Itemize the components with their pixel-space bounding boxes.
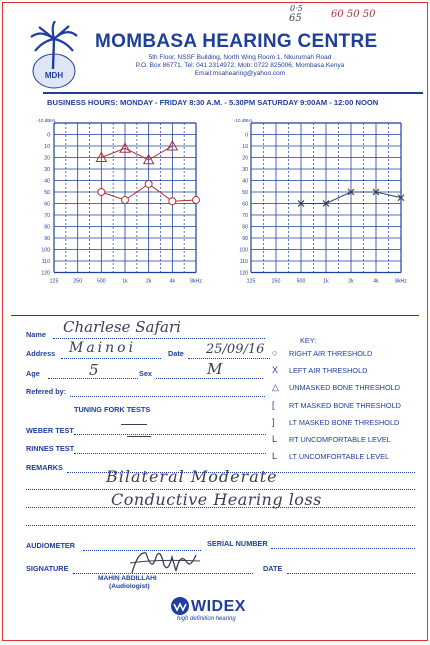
y-tick-label: 40 (44, 178, 50, 185)
y-tick-label: 100 (239, 247, 248, 254)
serial-line (271, 548, 415, 549)
y-tick-label: 70 (242, 213, 248, 219)
date2-line (287, 573, 415, 574)
y-tick-label: 80 (242, 224, 248, 231)
y-tick-label: 10 (44, 144, 50, 150)
serial-label: SERIAL NUMBER (207, 539, 268, 548)
referred-line (70, 396, 265, 397)
right-air-marker (145, 180, 152, 187)
y-tick-label: 20 (242, 155, 248, 162)
age-value: 5 (89, 361, 99, 379)
address-line (61, 358, 161, 359)
address-line-2: P.O. Box 86771, Tel: 041 2314972, Mob: 0722 825006, Mombasa Kenya (135, 62, 345, 69)
date2-label: DATE (263, 564, 283, 573)
clinic-title: MOMBASA HEARING CENTRE (95, 31, 378, 52)
y-tick-label: 120 (41, 270, 50, 277)
email-line: Email:msahearing@yahoo.com (194, 70, 286, 77)
logo-text: MDH (44, 71, 64, 80)
key-symbol-5: L (272, 434, 278, 444)
header-divider (43, 92, 423, 94)
y-tick-label: 80 (44, 224, 50, 231)
brand-name: WIDEX (191, 598, 246, 615)
rinnes-mark (127, 436, 151, 437)
y-tick-label: 30 (242, 167, 248, 173)
x-tick-label: 1k (323, 278, 329, 285)
y-tick-label: 60 (44, 201, 50, 208)
y-tick-label: 20 (44, 155, 50, 162)
sex-value: M (207, 360, 223, 378)
y-tick-label: 100 (41, 247, 50, 254)
x-tick-label: 250 (73, 278, 82, 285)
key-symbol-2: △ (272, 382, 279, 393)
x-tick-label: 125 (49, 278, 59, 285)
y-unit-label: -10 dBHL (37, 118, 57, 123)
key-label-5: RT UNCOMFORTABLE LEVEL (289, 435, 391, 444)
key-symbol-6: L (272, 451, 278, 462)
right-air-marker (98, 189, 105, 196)
age-label: Age (26, 369, 40, 378)
key-label-0: RIGHT AIR THRESHOLD (289, 349, 373, 358)
key-symbol-0: ○ (272, 348, 278, 358)
audiogram-charts (3, 115, 428, 305)
right-air-marker (169, 198, 176, 205)
brand-tagline: high definition hearing (177, 616, 236, 622)
x-tick-label: 8kHz (190, 278, 202, 285)
x-tick-label: 2k (145, 278, 152, 285)
y-tick-label: 110 (239, 259, 248, 265)
corner-note-1: 0·5 (290, 4, 303, 13)
y-tick-label: 120 (239, 270, 248, 277)
date-label: Date (168, 349, 184, 358)
remarks-line-4 (26, 525, 415, 526)
corner-note-2: 65 (289, 13, 302, 24)
name-label: Name (26, 330, 46, 339)
name-line (53, 338, 265, 339)
y-tick-label: 110 (41, 259, 50, 265)
rinnes-label: RINNES TEST (26, 444, 75, 453)
key-label-4: LT MASKED BONE THRESHOLD (289, 417, 400, 427)
tuning-fork-heading: TUNING FORK TESTS (74, 405, 151, 414)
remarks-text-1: Bilateral Moderate (106, 467, 278, 486)
key-label-6: LT UNCOMFORTABLE LEVEL (289, 452, 390, 462)
address-label: Address (26, 349, 56, 358)
audiologist-role: (Audiologist) (109, 583, 150, 590)
weber-label: WEBER TEST (26, 426, 74, 435)
key-title: KEY: (300, 336, 317, 345)
x-tick-label: 250 (271, 278, 281, 285)
key-symbol-1: X (272, 365, 279, 376)
remarks-label: REMARKS (26, 463, 63, 472)
y-tick-label: 10 (242, 144, 248, 150)
name-value: Charlese Safari (63, 318, 181, 336)
right-air-marker (122, 197, 129, 204)
key-label-3: RT MASKED BONE THRESHOLD (289, 400, 401, 410)
key-label-2: UNMASKED BONE THRESHOLD (289, 383, 400, 393)
chart-divider (11, 315, 419, 316)
weber-mark (121, 424, 147, 425)
address-value: Mainoi (69, 340, 137, 356)
y-tick-label: 90 (242, 236, 248, 242)
referred-label: Refered by: (26, 387, 67, 396)
address-line-1: 5th Floor, NSSF Building, North Wing Room 1, Nkurumah Road (148, 54, 332, 61)
y-tick-label: 90 (44, 236, 50, 242)
y-tick-label: 0 (245, 132, 248, 139)
date-value: 25/09/16 (206, 342, 265, 357)
palm-tree-logo-icon (29, 21, 79, 91)
y-tick-label: 50 (242, 190, 248, 196)
business-hours: BUSINESS HOURS: MONDAY - FRIDAY 8:30 A.M. - 5.30PM SATURDAY 9:00AM - 12:00 NOON (47, 98, 379, 107)
x-tick-label: 500 (97, 278, 106, 285)
y-tick-label: 50 (44, 190, 50, 196)
key-symbol-4: ] (272, 416, 275, 427)
remarks-text-2: Conductive Hearing loss (111, 490, 322, 509)
x-tick-label: 4k (373, 278, 379, 285)
audiometer-label: AUDIOMETER (26, 541, 76, 550)
rinnes-line (74, 453, 266, 454)
y-tick-label: 0 (47, 132, 50, 139)
signature-label: SIGNATURE (26, 564, 69, 573)
corner-note-3: 60 50 50 (331, 9, 376, 20)
x-tick-label: 2k (348, 278, 354, 285)
sex-label: Sex (139, 369, 152, 378)
weber-line (74, 434, 266, 435)
y-tick-label: 70 (44, 213, 50, 219)
x-tick-label: 125 (246, 278, 256, 285)
audiogram-left-ear (234, 118, 407, 285)
y-unit-label: -10 dBHL (234, 118, 254, 123)
audiologist-name: MAHIN ABDILLAHI (98, 575, 157, 582)
audiogram-form (2, 2, 428, 641)
x-tick-label: 4k (169, 278, 176, 285)
y-tick-label: 30 (44, 167, 50, 173)
date-line (188, 358, 270, 359)
key-label-1: LEFT AIR THRESHOLD (289, 366, 368, 376)
y-tick-label: 60 (242, 201, 248, 208)
x-tick-label: 1k (122, 278, 128, 285)
key-symbol-3: [ (272, 399, 275, 410)
sex-line (156, 378, 263, 379)
x-tick-label: 500 (296, 278, 306, 285)
y-tick-label: 40 (242, 178, 248, 185)
x-tick-label: 8kHz (395, 278, 407, 285)
right-air-marker (193, 197, 200, 204)
widex-logo-icon (170, 596, 190, 616)
